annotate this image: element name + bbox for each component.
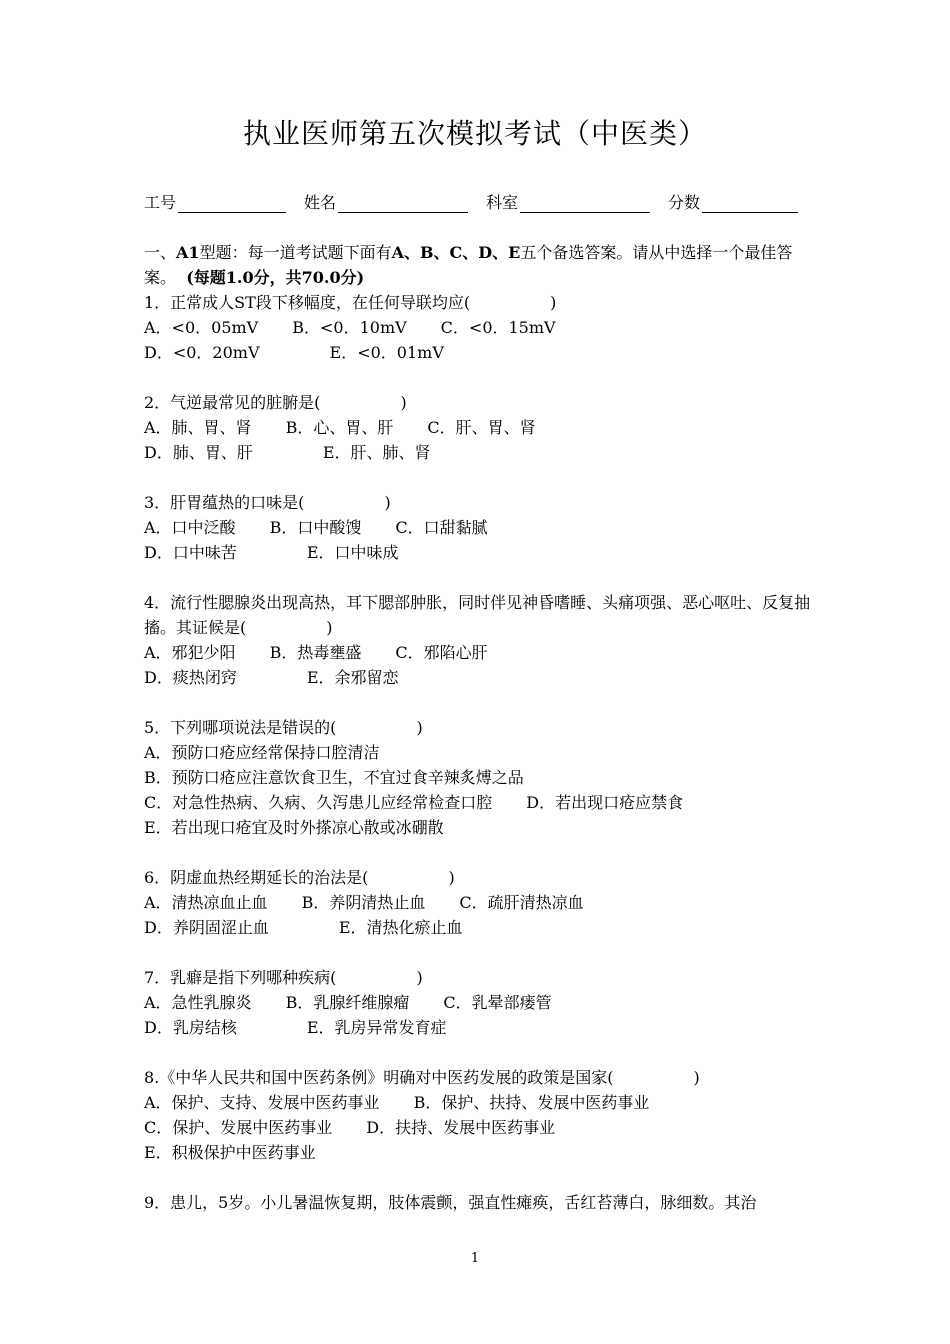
option-row bbox=[144, 665, 814, 690]
answer-option[interactable]: C．乳晕部瘘管 bbox=[443, 993, 552, 1012]
answer-option[interactable]: D．痰热闭窍 bbox=[144, 668, 237, 687]
option-row bbox=[144, 415, 814, 440]
answer-option[interactable]: A．肺、胃、肾 bbox=[144, 418, 252, 437]
answer-option[interactable]: A．清热凉血止血 bbox=[144, 893, 268, 912]
close-paren: ) bbox=[416, 718, 423, 737]
option-row bbox=[144, 515, 814, 540]
name-label: 姓名 bbox=[304, 193, 337, 212]
section-desc-1: 型题：每一道考试题下面有 bbox=[199, 243, 392, 262]
option-row bbox=[144, 340, 814, 365]
question-text: 7．乳癖是指下列哪种疾病( bbox=[144, 968, 337, 987]
answer-option[interactable]: D．若出现口疮应禁食 bbox=[526, 793, 684, 812]
department-label: 科室 bbox=[486, 193, 519, 212]
question-spacer bbox=[144, 690, 814, 715]
answer-option[interactable]: D．口中味苦 bbox=[144, 543, 237, 562]
department-field[interactable] bbox=[486, 190, 650, 213]
question-stem bbox=[144, 290, 814, 315]
question-stem bbox=[144, 865, 814, 890]
score-blank[interactable] bbox=[702, 196, 798, 213]
answer-option[interactable]: E．清热化瘀止血 bbox=[338, 918, 463, 937]
question-spacer bbox=[144, 465, 814, 490]
question-stem-partial: 9．患儿，5岁。小儿暑温恢复期，肢体震颤，强直性瘫痪，舌红苔薄白，脉细数。其治 bbox=[144, 1193, 757, 1212]
option-row bbox=[144, 790, 814, 815]
question-spacer bbox=[144, 365, 814, 390]
option-row bbox=[144, 815, 814, 840]
option-row bbox=[144, 915, 814, 940]
answer-option[interactable]: A．急性乳腺炎 bbox=[144, 993, 252, 1012]
question-text: 5．下列哪项说法是错误的( bbox=[144, 718, 337, 737]
section-type: A1 bbox=[176, 243, 200, 262]
close-paren: ) bbox=[448, 868, 455, 887]
score-note-mid: 分，共 bbox=[253, 268, 302, 287]
question-spacer bbox=[144, 1040, 814, 1065]
question-text: 3．肝胃蕴热的口味是( bbox=[144, 493, 305, 512]
answer-option[interactable]: C．邪陷心肝 bbox=[395, 643, 488, 662]
answer-option[interactable]: E．积极保护中医药事业 bbox=[144, 1143, 316, 1162]
section-letters: A、B、C、D、E bbox=[391, 243, 521, 262]
question-stem bbox=[144, 390, 814, 415]
question-stem bbox=[144, 490, 814, 515]
question-list bbox=[144, 290, 814, 1215]
question-item bbox=[144, 490, 814, 565]
question-spacer bbox=[144, 840, 814, 865]
question-stem bbox=[144, 1065, 814, 1090]
close-paren: ) bbox=[416, 968, 423, 987]
answer-option[interactable]: B．口中酸馊 bbox=[269, 518, 362, 537]
question-item bbox=[144, 965, 814, 1040]
answer-option[interactable]: A．保护、支持、发展中医药事业 bbox=[144, 1093, 380, 1112]
answer-option[interactable]: D．扶持、发展中医药事业 bbox=[366, 1118, 556, 1137]
answer-option[interactable]: B．养阴清热止血 bbox=[301, 893, 426, 912]
option-row bbox=[144, 640, 814, 665]
answer-option[interactable]: C．肝、胃、肾 bbox=[427, 418, 536, 437]
question-text: 1．正常成人ST段下移幅度，在任何导联均应( bbox=[144, 293, 471, 312]
close-paren: ) bbox=[400, 393, 407, 412]
close-paren: ) bbox=[550, 293, 557, 312]
answer-option[interactable]: D．肺、胃、肝 bbox=[144, 443, 253, 462]
option-row bbox=[144, 440, 814, 465]
question-stem bbox=[144, 590, 814, 640]
close-paren: ) bbox=[326, 618, 333, 637]
answer-option[interactable]: E．口中味成 bbox=[306, 543, 399, 562]
answer-option[interactable]: C．保护、发展中医药事业 bbox=[144, 1118, 333, 1137]
answer-option[interactable]: C．<0．15mV bbox=[440, 318, 556, 337]
option-row bbox=[144, 315, 814, 340]
question-stem bbox=[144, 715, 814, 740]
question-item bbox=[144, 590, 814, 690]
answer-option[interactable]: B．乳腺纤维腺瘤 bbox=[285, 993, 410, 1012]
answer-option[interactable]: B．热毒壅盛 bbox=[269, 643, 362, 662]
option-row bbox=[144, 1140, 814, 1165]
question-text: 6．阴虚血热经期延长的治法是( bbox=[144, 868, 369, 887]
answer-option[interactable]: E．若出现口疮宜及时外搽凉心散或冰硼散 bbox=[144, 818, 444, 837]
name-blank[interactable] bbox=[338, 196, 468, 213]
answer-option[interactable]: B．<0．10mV bbox=[292, 318, 407, 337]
answer-option[interactable]: C．疏肝清热凉血 bbox=[459, 893, 584, 912]
question-text: 2．气逆最常见的脏腑是( bbox=[144, 393, 321, 412]
section-header bbox=[144, 240, 814, 290]
close-paren: ) bbox=[693, 1068, 700, 1087]
option-row bbox=[144, 990, 814, 1015]
page-number: 1 bbox=[470, 1251, 480, 1266]
score-field[interactable] bbox=[668, 190, 798, 213]
answer-option[interactable]: A．预防口疮应经常保持口腔清洁 bbox=[144, 743, 380, 762]
question-item bbox=[144, 290, 814, 365]
option-row bbox=[144, 765, 814, 790]
answer-option[interactable]: A．邪犯少阳 bbox=[144, 643, 236, 662]
score-label: 分数 bbox=[668, 193, 701, 212]
question-item bbox=[144, 865, 814, 940]
answer-option[interactable]: E．<0．01mV bbox=[329, 343, 444, 362]
answer-option[interactable]: C．对急性热病、久病、久泻患儿应经常检查口腔 bbox=[144, 793, 493, 812]
answer-option[interactable]: D．养阴固涩止血 bbox=[144, 918, 269, 937]
answer-option[interactable]: E．肝、肺、肾 bbox=[322, 443, 431, 462]
section-desc-2: 五个备选答案。请从中选择一个最佳答案。 bbox=[144, 243, 793, 287]
answer-option[interactable]: B．心、胃、肝 bbox=[285, 418, 394, 437]
question-spacer bbox=[144, 1165, 814, 1190]
name-field[interactable] bbox=[304, 190, 468, 213]
option-row bbox=[144, 1090, 814, 1115]
option-row bbox=[144, 740, 814, 765]
question-text: 8.《中华人民共和国中医药条例》明确对中医药发展的政策是国家( bbox=[144, 1068, 614, 1087]
option-row bbox=[144, 1015, 814, 1040]
question-item bbox=[144, 1065, 814, 1165]
answer-option[interactable]: D．<0．20mV bbox=[144, 343, 260, 362]
question-item bbox=[144, 715, 814, 840]
answer-option[interactable]: A．<0．05mV bbox=[144, 318, 259, 337]
per-question-score: 1.0 bbox=[225, 268, 254, 287]
answer-option[interactable]: B．保护、扶持、发展中医药事业 bbox=[413, 1093, 650, 1112]
score-note-open: (每题 bbox=[186, 268, 226, 287]
question-spacer bbox=[144, 940, 814, 965]
question-stem bbox=[144, 965, 814, 990]
total-score: 70.0 bbox=[301, 268, 341, 287]
answer-option[interactable]: B．预防口疮应注意饮食卫生，不宜过食辛辣炙煿之品 bbox=[144, 768, 524, 787]
close-paren: ) bbox=[384, 493, 391, 512]
option-row bbox=[144, 540, 814, 565]
question-spacer bbox=[144, 565, 814, 590]
answer-option[interactable]: C．口甜黏腻 bbox=[395, 518, 488, 537]
employee-id-label: 工号 bbox=[144, 193, 177, 212]
question-text: 4．流行性腮腺炎出现高热，耳下腮部肿胀，同时伴见神昏嗜睡、头痛项强、恶心呕吐、反复抽搐。其证候是( bbox=[144, 593, 811, 637]
exam-content bbox=[144, 240, 814, 1215]
section-prefix: 一、 bbox=[144, 243, 177, 262]
option-row bbox=[144, 1115, 814, 1140]
employee-id-blank[interactable] bbox=[178, 196, 286, 213]
question-item bbox=[144, 390, 814, 465]
department-blank[interactable] bbox=[520, 196, 650, 213]
score-note-close: 分) bbox=[340, 268, 365, 287]
answer-option[interactable]: A．口中泛酸 bbox=[144, 518, 236, 537]
page-title: 执业医师第五次模拟考试（中医类） bbox=[242, 117, 707, 150]
employee-id-field[interactable] bbox=[144, 190, 286, 213]
answer-option[interactable]: D．乳房结核 bbox=[144, 1018, 237, 1037]
answer-option[interactable]: E．乳房异常发育症 bbox=[306, 1018, 447, 1037]
exam-info-row bbox=[144, 190, 816, 213]
answer-option[interactable]: E．余邪留恋 bbox=[306, 668, 399, 687]
option-row bbox=[144, 890, 814, 915]
